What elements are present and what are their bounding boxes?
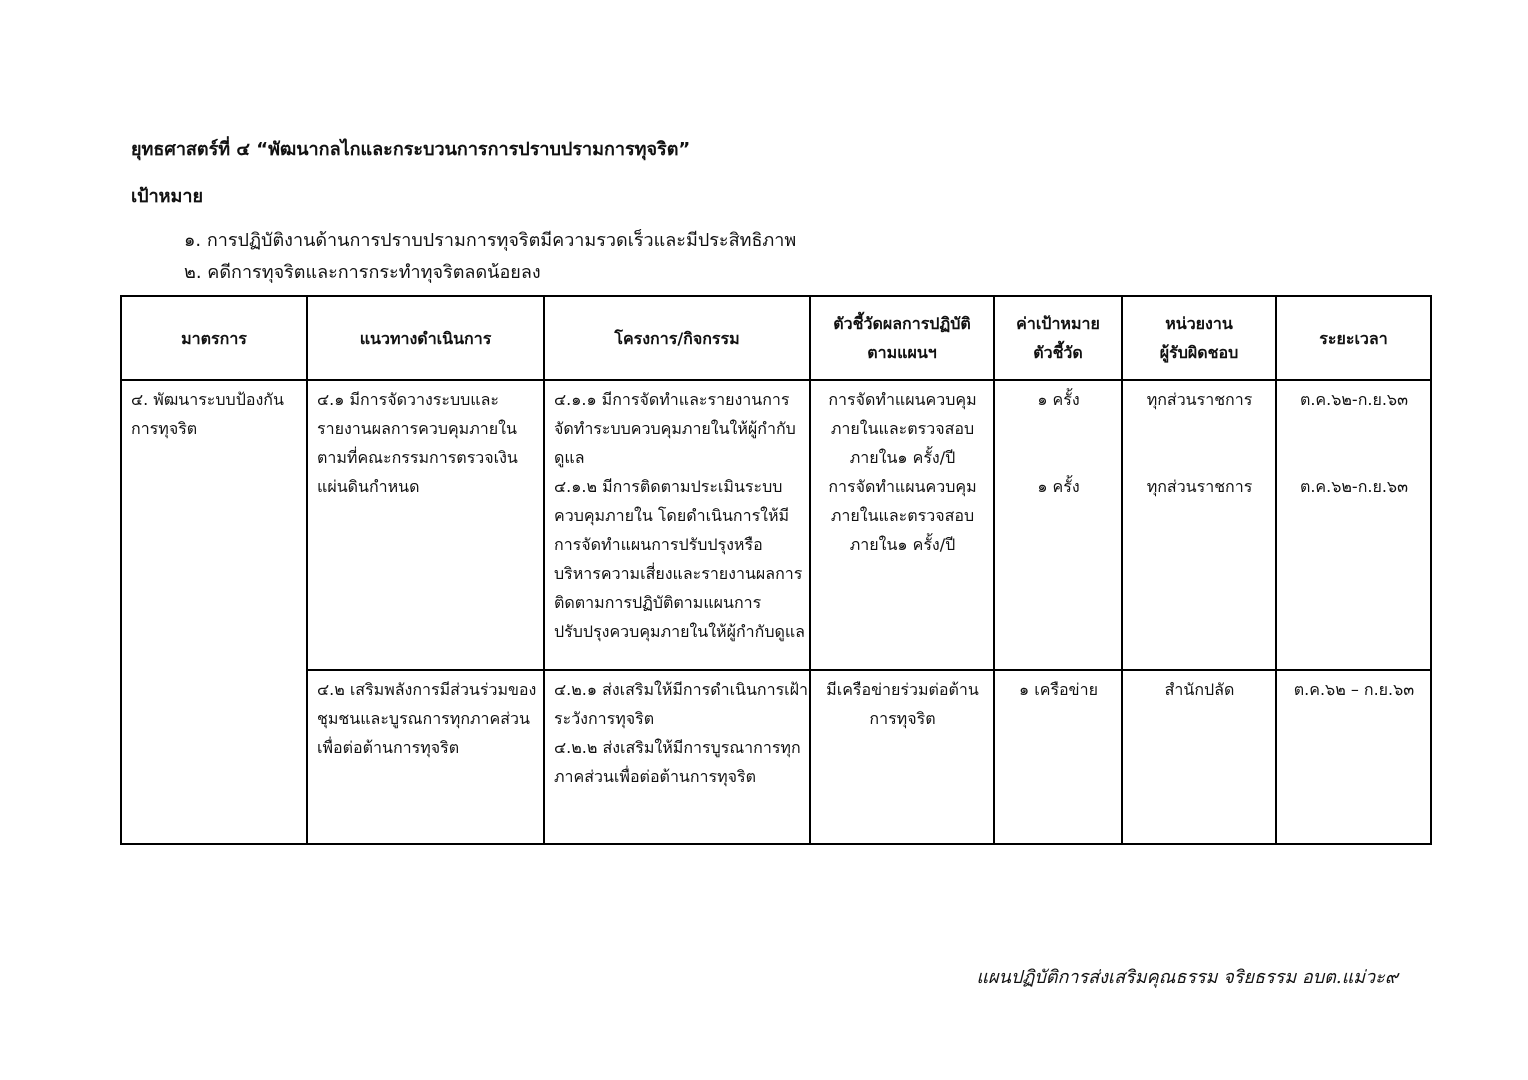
table-row [121,380,1431,670]
header-approach: แนวทางดำเนินการ [307,296,544,380]
responsible-unit-cell: สำนักปลัด [1122,670,1276,844]
approach-cell: ๔.๒ เสริมพลังการมีส่วนร่วมของ ชุมชนและบูรณการทุกภาคส่วน เพื่อต่อต้านการทุจริต [307,670,544,844]
header-target: ค่าเป้าหมาย ตัวชี้วัด [994,296,1122,380]
target-cell: ๑ เครือข่าย [994,670,1122,844]
activities-cell: ๔.๑.๑ มีการจัดทำและรายงานการ จัดทำระบบควบคุมภายในให้ผู้กำกับ ดูแล ๔.๑.๒ มีการติดตามประเมินระบบ ควบคุมภายใน โดยดำเนินการให้มี การจัดทำแผนการปรับปรุงหรือ บริหารความเสี่ยงและรายงานผลการ ติดตามการปฏิบัติตามแผนการ ปรับปรุงควบคุมภายในให้ผู้กำกับดูแล [544,380,810,670]
goal-heading: เป้าหมาย [131,186,204,207]
goal-item: ๑. การปฏิบัติงานด้านการปราบปรามการทุจริตมีความรวดเร็วและมีประสิทธิภาพ [184,230,797,251]
responsible-unit-cell: ทุกส่วนราชการ ทุกส่วนราชการ [1122,380,1276,670]
header-activities: โครงการ/กิจกรรม [544,296,810,380]
indicators-cell: มีเครือข่ายร่วมต่อต้าน การทุจริต [810,670,994,844]
document-footer: แผนปฏิบัติการส่งเสริมคุณธรรม จริยธรรม อบต.แม่วะ๙ [976,967,1398,988]
measure-cell: ๔. พัฒนาระบบป้องกัน การทุจริต [121,380,307,844]
activities-cell: ๔.๒.๑ ส่งเสริมให้มีการดำเนินการเฝ้า ระวังการทุจริต ๔.๒.๒ ส่งเสริมให้มีการบูรณาการทุก ภาคส่วนเพื่อต่อต้านการทุจริต [544,670,810,844]
period-cell: ต.ค.๖๒ – ก.ย.๖๓ [1276,670,1431,844]
header-responsible-unit: หน่วยงาน ผู้รับผิดชอบ [1122,296,1276,380]
period-cell: ต.ค.๖๒-ก.ย.๖๓ ต.ค.๖๒-ก.ย.๖๓ [1276,380,1431,670]
indicators-cell: การจัดทำแผนควบคุม ภายในและตรวจสอบ ภายใน๑ ครั้ง/ปี การจัดทำแผนควบคุม ภายในและตรวจสอบ ภายใน๑ ครั้ง/ปี [810,380,994,670]
strategy-title: ยุทธศาสตร์ที่ ๔ “พัฒนากลไกและกระบวนการการปราบปรามการทุจริต” [131,139,691,160]
action-plan-table [120,295,1432,845]
goal-item: ๒. คดีการทุจริตและการกระทำทุจริตลดน้อยลง [184,262,541,283]
table-row [121,670,1431,844]
header-indicators: ตัวชี้วัดผลการปฏิบัติ ตามแผนฯ [810,296,994,380]
table-header-row [121,296,1431,380]
header-period: ระยะเวลา [1276,296,1431,380]
approach-cell: ๔.๑ มีการจัดวางระบบและ รายงานผลการควบคุมภายใน ตามที่คณะกรรมการตรวจเงิน แผ่นดินกำหนด [307,380,544,670]
header-measure: มาตรการ [121,296,307,380]
target-cell: ๑ ครั้ง ๑ ครั้ง [994,380,1122,670]
